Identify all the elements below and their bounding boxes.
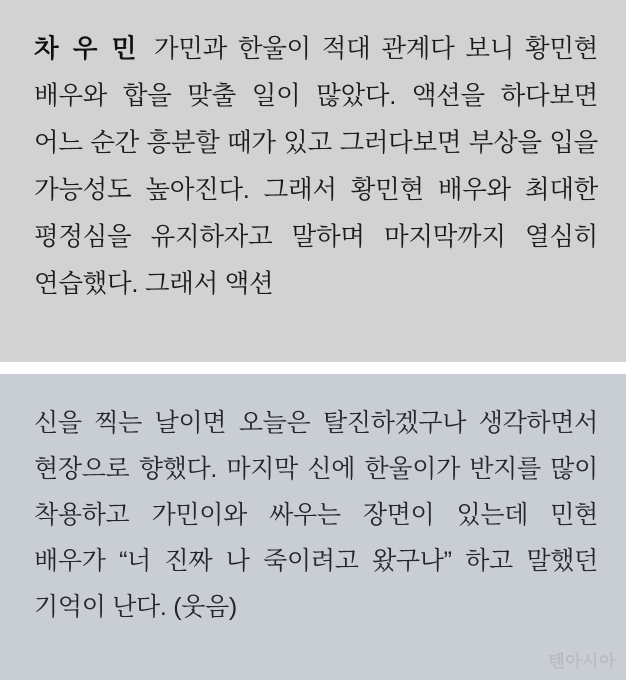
speaker-name: 차 우 민 — [34, 35, 138, 63]
watermark-label: 텐아시아 — [548, 652, 616, 671]
interview-paragraph-top — [34, 26, 598, 308]
interview-paragraph-bottom: 신을 찍는 날이면 오늘은 탈진하겠구나 생각하면서 현장으로 향했다. 마지막 신에 한울이가 반지를 많이 착용하고 가민이와 싸우는 장면이 있는데 민현 배우가 “너 진짜 나 죽이려고 왔구나” 하고 말했던 기억이 난다. (웃음) — [34, 409, 598, 621]
interview-panel-bottom — [0, 374, 626, 680]
interview-answer-text: 가민과 한울이 적대 관계다 보니 황민현 배우와 합을 맞출 일이 많았다. 액션을 하다보면 어느 순간 흥분할 때가 있고 그러다보면 부상을 입을 가능성도 높아진다. 그래서 황민현 배우와 최대한 평정심을 유지하자고 말하며 마지막까지 열심히 연습했다. 그래서 액션 — [34, 35, 598, 298]
panel-divider — [0, 362, 626, 374]
